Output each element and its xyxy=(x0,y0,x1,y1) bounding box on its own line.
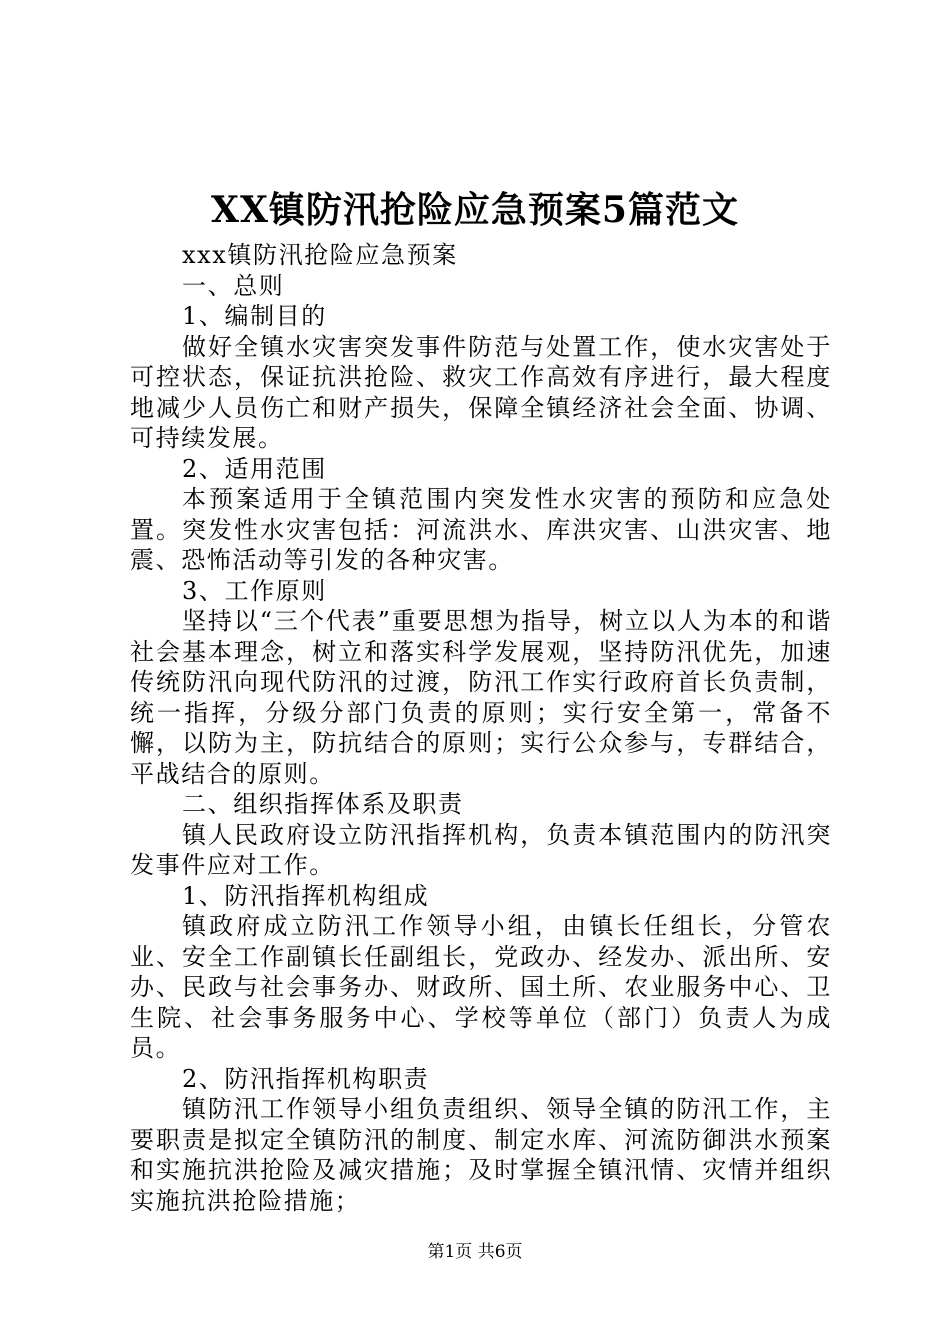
paragraph: 镇防汛工作领导小组负责组织、领导全镇的防汛工作，主要职责是拟定全镇防汛的制度、制定水库、河流防御洪水预案和实施抗洪抢险及减灾措施；及时掌握全镇汛情、灾情并组织实施抗洪抢险措施； xyxy=(130,1095,832,1215)
section-heading: 一、总则 xyxy=(182,271,285,300)
paragraph: 本预案适用于全镇范围内突发性水灾害的预防和应急处置。突发性水灾害包括：河流洪水、库洪灾害、山洪灾害、地震、恐怖活动等引发的各种灾害。 xyxy=(130,485,832,574)
paragraph: 坚持以“三个代表”重要思想为指导，树立以人为本的和谐社会基本理念，树立和落实科学发展观，坚持防汛优先，加速传统防汛向现代防汛的过渡，防汛工作实行政府首长负责制，统一指挥，分级分部门负责的原则；实行安全第一，常备不懈，以防为主，防抗结合的原则；实行公众参与，专群结合，平战结合的原则。 xyxy=(130,607,832,788)
subsection-heading: 2、适用范围 xyxy=(182,454,327,483)
subsection-heading: 2、防汛指挥机构职责 xyxy=(182,1064,430,1093)
subsection-heading: 1、防汛指挥机构组成 xyxy=(182,881,430,910)
page-number-footer: 第1页 共6页 xyxy=(427,1242,523,1262)
section-heading: 二、组织指挥体系及职责 xyxy=(182,790,464,818)
paragraph: 做好全镇水灾害突发事件防范与处置工作，使水灾害处于可控状态，保证抗洪抢险、救灾工作高效有序进行，最大程度地减少人员伤亡和财产损失，保障全镇经济社会全面、协调、可持续发展。 xyxy=(130,332,832,452)
subsection-heading: 3、工作原则 xyxy=(182,576,327,605)
paragraph: 镇人民政府设立防汛指挥机构，负责本镇范围内的防汛突发事件应对工作。 xyxy=(130,820,832,879)
paragraph: 镇政府成立防汛工作领导小组，由镇长任组长，分管农业、安全工作副镇长任副组长，党政办、经发办、派出所、安办、民政与社会事务办、财政所、国土所、农业服务中心、卫生院、社会事务服务中心、学校等单位（部门）负责人为成员。 xyxy=(130,912,832,1062)
subsection-heading: 1、编制目的 xyxy=(182,302,327,330)
document-title: XX镇防汛抢险应急预案5篇范文 xyxy=(211,189,739,231)
paragraph: xxx镇防汛抢险应急预案 xyxy=(182,241,458,269)
document-body xyxy=(130,240,832,1216)
